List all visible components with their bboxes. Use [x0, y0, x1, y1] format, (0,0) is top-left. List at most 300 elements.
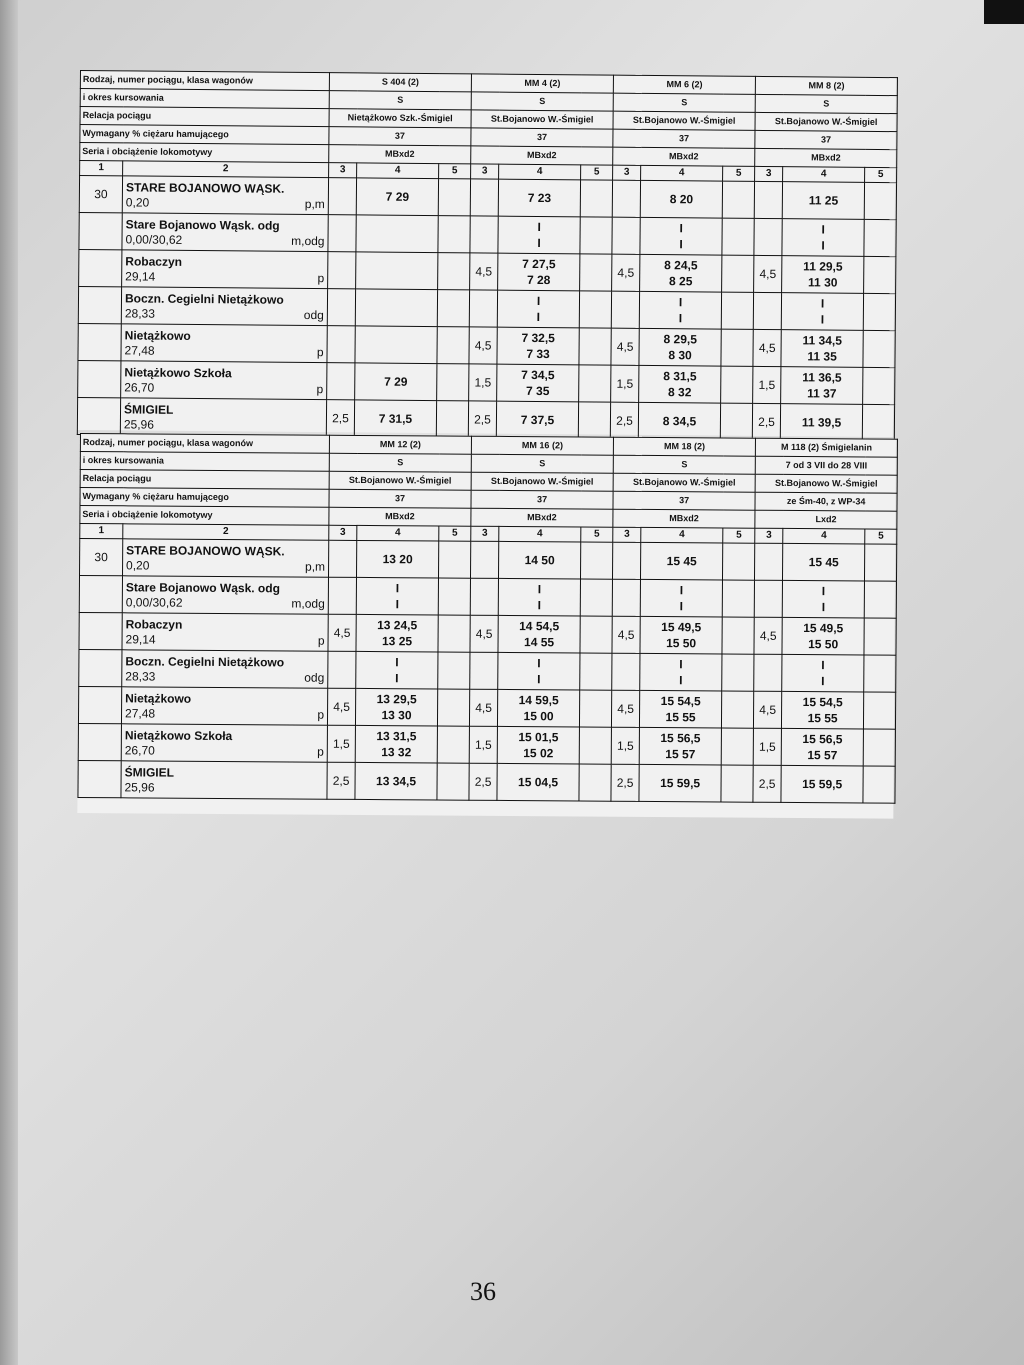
train-header-cell: MM 4 (2)	[471, 74, 613, 93]
time-cell	[497, 726, 579, 764]
station-km: 0,00/30,62	[125, 231, 183, 247]
station-cell	[122, 613, 328, 651]
arrival-time: I	[821, 600, 826, 615]
arrival-time: 14 50	[524, 553, 555, 568]
arrival-time: 15 57	[665, 747, 696, 762]
table-row	[79, 649, 896, 692]
arrival-time	[358, 344, 435, 345]
train-header-cell: St.Bojanowo W.-Śmigiel	[755, 112, 897, 131]
train-header-cell: 37	[329, 489, 471, 508]
train-header-cell: M 118 (2) Śmigielanin	[755, 438, 897, 457]
arrival-time: I	[536, 309, 541, 325]
stop-cell	[437, 726, 469, 763]
time-cell	[356, 577, 438, 615]
stop-cell	[579, 764, 611, 801]
arrival-time: 11 25	[808, 193, 839, 208]
line-km	[79, 612, 122, 649]
stop-cell	[722, 181, 754, 218]
train-header-cell: 37	[613, 129, 755, 148]
arrival-time: 7 29	[384, 374, 408, 389]
departure-time: 7 27,5	[522, 256, 556, 272]
col-number: 2	[123, 524, 329, 540]
time-cell	[782, 219, 864, 257]
time-cell	[497, 364, 579, 402]
stop-cell	[864, 219, 896, 256]
time-cell	[781, 728, 863, 766]
stop-cell	[721, 292, 753, 329]
table-row	[79, 576, 896, 619]
run-time-cell	[471, 541, 499, 578]
run-time-cell	[470, 179, 498, 216]
station-km: 28,33	[125, 668, 156, 684]
run-time-cell: 2,5	[468, 401, 496, 438]
train-header-cell: MBxd2	[471, 146, 613, 165]
line-km	[78, 723, 121, 760]
run-time-cell: 1,5	[611, 727, 639, 764]
departure-time: I	[821, 584, 826, 599]
station-cell	[121, 361, 327, 400]
run-time-cell	[327, 326, 355, 363]
departure-time: I	[679, 221, 683, 236]
run-time-cell: 4,5	[754, 255, 782, 292]
run-time-cell	[328, 540, 356, 577]
departure-time: 8 24,5	[664, 258, 698, 273]
stop-cell	[722, 218, 754, 255]
departure-time: 15 01,5	[518, 730, 559, 745]
header-label: Wymagany % ciężaru hamującego	[80, 488, 329, 508]
time-cell	[780, 404, 862, 442]
station-type: p,m	[304, 196, 325, 211]
train-header-cell: St.Bojanowo W.-Śmigiel	[329, 471, 471, 490]
run-time-cell	[470, 652, 498, 689]
train-header-cell: MM 18 (2)	[613, 437, 755, 456]
table-row	[78, 760, 895, 803]
station-type: p,m	[305, 559, 326, 574]
time-cell	[497, 689, 579, 727]
time-cell	[639, 291, 721, 329]
arrival-time: I	[820, 312, 825, 327]
train-header-cell: MBxd2	[329, 507, 471, 526]
time-cell	[639, 727, 721, 765]
col-number: 4	[641, 527, 723, 543]
train-header-cell: 7 od 3 VII do 28 VIII	[755, 456, 897, 475]
departure-time: 8 31,5	[663, 369, 697, 384]
col-number: 5	[439, 526, 471, 541]
stop-cell	[437, 290, 469, 327]
train-header-cell: S	[471, 92, 613, 111]
time-cell	[499, 541, 581, 579]
timetable-block-2	[77, 433, 896, 819]
run-time-cell: 1,5	[327, 725, 355, 762]
stop-cell	[864, 256, 896, 293]
col-number: 3	[613, 527, 641, 542]
arrival-time: I	[679, 673, 683, 688]
arrival-time: I	[679, 599, 684, 614]
col-number: 3	[329, 163, 357, 178]
time-cell	[782, 691, 864, 729]
train-header-cell: MBxd2	[613, 147, 755, 166]
col-number: 4	[499, 526, 581, 542]
stop-cell	[722, 617, 754, 654]
col-number: 4	[641, 165, 723, 181]
departure-time: 15 54,5	[802, 695, 843, 710]
departure-time	[358, 344, 435, 345]
run-time-cell: 4,5	[470, 615, 498, 652]
stop-cell	[438, 652, 470, 689]
arrival-time: 15 02	[523, 746, 554, 761]
train-header-cell: S	[329, 91, 471, 110]
departure-time	[358, 307, 435, 308]
arrival-time: 8 30	[668, 348, 692, 363]
station-km: 28,33	[124, 305, 155, 321]
run-time-cell	[470, 578, 498, 615]
time-cell	[781, 765, 863, 803]
departure-time: 7 37,5	[520, 412, 555, 428]
departure-time: 7 32,5	[521, 330, 555, 346]
run-time-cell: 1,5	[753, 366, 781, 403]
line-km	[78, 323, 121, 360]
stop-cell	[722, 580, 754, 617]
station-cell	[122, 650, 328, 688]
col-number: 4	[499, 164, 581, 180]
stop-cell	[579, 690, 611, 727]
departure-time: 13 29,5	[376, 692, 417, 707]
time-cell	[355, 326, 437, 364]
train-header-cell: MM 8 (2)	[755, 76, 897, 95]
station-cell	[121, 687, 327, 725]
departure-time: I	[537, 219, 541, 235]
departure-time: 15 56,5	[660, 731, 701, 746]
line-km	[79, 576, 122, 613]
departure-time: I	[820, 296, 825, 311]
train-header-cell: MM 6 (2)	[613, 75, 755, 94]
col-number: 5	[865, 167, 897, 182]
departure-time: 13 34,5	[375, 774, 417, 789]
run-time-cell: 4,5	[754, 617, 782, 654]
station-cell	[123, 539, 329, 577]
run-time-cell: 4,5	[612, 254, 640, 291]
arrival-time: I	[537, 672, 541, 687]
station-km: 26,70	[124, 379, 155, 395]
stop-cell	[863, 330, 895, 367]
col-number: 5	[723, 166, 755, 181]
time-cell	[782, 256, 864, 294]
station-name: Nietążkowo Szkoła	[124, 364, 232, 380]
run-time-cell	[328, 215, 356, 252]
col-number: 3	[329, 525, 357, 540]
col-number: 4	[783, 528, 865, 544]
stop-cell	[579, 365, 611, 402]
line-km	[77, 397, 120, 434]
arrival-time: I	[678, 311, 683, 326]
departure-time: I	[821, 222, 825, 237]
time-cell	[498, 615, 580, 653]
arrival-time: 15 00	[523, 709, 554, 724]
station-cell	[121, 724, 327, 762]
station-name: STARE BOJANOWO WĄSK.	[126, 542, 285, 558]
departure-time: 11 36,5	[802, 370, 842, 385]
train-header-cell: Lxd2	[755, 510, 897, 529]
departure-time: 11 29,5	[803, 259, 843, 274]
table-row	[79, 612, 896, 655]
stop-cell	[721, 329, 753, 366]
arrival-time: 15 50	[808, 637, 839, 652]
stop-cell	[864, 581, 896, 618]
time-cell	[355, 688, 437, 726]
train-header-cell: St.Bojanowo W.-Śmigiel	[471, 110, 613, 129]
time-cell	[498, 253, 580, 291]
arrival-time: I	[537, 598, 542, 613]
page-edge	[0, 0, 18, 1365]
station-type: p	[317, 633, 325, 648]
time-cell	[356, 215, 438, 253]
col-number: 5	[439, 164, 471, 179]
station-km: 25,96	[124, 779, 155, 795]
train-header-cell: 37	[613, 491, 755, 510]
header-label: Relacja pociągu	[80, 107, 329, 127]
line-km: 30	[80, 539, 123, 576]
station-km: 0,20	[126, 557, 150, 572]
run-time-cell	[470, 216, 498, 253]
col-number: 4	[357, 525, 439, 541]
arrival-time: 7 23	[527, 190, 552, 206]
stop-cell	[720, 403, 752, 440]
stop-cell	[580, 180, 612, 217]
departure-time: I	[679, 657, 683, 672]
time-cell	[639, 328, 721, 366]
stop-cell	[723, 543, 755, 580]
train-header-cell: S	[613, 455, 755, 474]
departure-time: 14 54,5	[519, 619, 560, 634]
departure-time: 15 49,5	[661, 620, 702, 635]
time-cell	[781, 367, 863, 405]
arrival-time: 15 45	[666, 554, 697, 569]
time-cell	[356, 651, 438, 689]
line-km	[79, 649, 122, 686]
run-time-cell	[611, 291, 639, 328]
stop-cell	[721, 366, 753, 403]
line-km	[79, 249, 122, 286]
stop-cell	[578, 402, 610, 439]
run-time-cell: 4,5	[470, 253, 498, 290]
station-type: m,odg	[291, 233, 325, 248]
station-km: 29,14	[125, 631, 156, 647]
stop-cell	[865, 544, 897, 581]
time-cell	[639, 764, 721, 802]
table-row	[78, 686, 895, 729]
station-type: p	[317, 707, 325, 722]
run-time-cell: 1,5	[469, 726, 497, 763]
stop-cell	[437, 689, 469, 726]
col-number: 3	[613, 165, 641, 180]
run-time-cell	[327, 289, 355, 326]
run-time-cell: 2,5	[752, 403, 780, 440]
time-cell	[639, 365, 721, 403]
stop-cell	[580, 579, 612, 616]
col-number: 5	[865, 529, 897, 544]
arrival-time: I	[395, 597, 400, 612]
station-name: STARE BOJANOWO WĄSK.	[125, 179, 285, 196]
stop-cell	[579, 727, 611, 764]
scan-corner	[984, 0, 1024, 24]
col-number: 3	[755, 528, 783, 543]
arrival-time: 7 28	[526, 272, 551, 288]
station-cell	[120, 398, 326, 437]
stop-cell	[580, 653, 612, 690]
stop-cell	[580, 616, 612, 653]
arrival-time: 15 57	[807, 748, 838, 763]
arrival-time: 15 50	[666, 636, 697, 651]
run-time-cell	[612, 180, 640, 217]
station-km: 0,00/30,62	[125, 594, 183, 610]
time-cell	[354, 400, 436, 438]
time-cell	[782, 580, 864, 618]
train-header-cell: MBxd2	[329, 145, 471, 164]
station-km: 29,14	[125, 268, 156, 284]
arrival-time: 15 55	[807, 711, 838, 726]
stop-cell	[722, 691, 754, 728]
stop-cell	[864, 692, 896, 729]
station-km: 25,96	[123, 416, 155, 432]
time-cell	[782, 182, 864, 220]
header-label: i okres kursowania	[80, 452, 329, 472]
station-type: p	[317, 744, 324, 759]
run-time-cell: 2,5	[326, 400, 354, 437]
line-km: 30	[79, 176, 122, 213]
station-cell	[122, 176, 328, 215]
col-number: 1	[80, 161, 123, 176]
time-cell	[781, 293, 863, 331]
train-header-cell: ze Śm-40, z WP-34	[755, 492, 897, 511]
time-cell	[781, 330, 863, 368]
station-km: 27,48	[124, 705, 156, 721]
run-time-cell	[754, 654, 782, 691]
line-km	[78, 286, 121, 323]
station-km: 26,70	[124, 742, 155, 758]
run-time-cell: 1,5	[611, 365, 639, 402]
col-number: 5	[723, 528, 755, 543]
run-time-cell	[327, 363, 355, 400]
arrival-time: I	[679, 237, 683, 252]
station-name: ŚMIGIEL	[123, 401, 174, 417]
col-number: 2	[123, 161, 329, 178]
run-time-cell	[612, 653, 640, 690]
run-time-cell	[754, 580, 782, 617]
arrival-time: I	[395, 671, 399, 686]
departure-time: I	[537, 582, 542, 597]
line-km	[79, 212, 122, 249]
stop-cell	[722, 654, 754, 691]
train-header-cell: Nietążkowo Szk.-Śmigiel	[329, 109, 471, 128]
time-cell	[640, 217, 722, 255]
train-header-cell: 37	[471, 490, 613, 509]
train-header-cell: MM 16 (2)	[471, 436, 613, 455]
departure-time: 15 04,5	[518, 775, 559, 790]
departure-time: I	[821, 658, 825, 673]
stop-cell	[863, 729, 895, 766]
arrival-time: 13 30	[381, 708, 412, 723]
run-time-cell	[328, 577, 356, 614]
run-time-cell: 4,5	[754, 691, 782, 728]
run-time-cell: 4,5	[753, 329, 781, 366]
train-header-cell: MBxd2	[471, 508, 613, 527]
col-number: 4	[357, 163, 439, 179]
time-cell	[355, 725, 437, 763]
time-cell	[638, 402, 720, 440]
departure-time: I	[537, 656, 541, 671]
arrival-time	[358, 307, 435, 308]
header-label: Wymagany % ciężaru hamującego	[80, 125, 329, 145]
time-cell	[356, 178, 438, 216]
col-number: 5	[581, 165, 613, 180]
time-cell	[356, 252, 438, 290]
stop-cell	[437, 327, 469, 364]
run-time-cell	[753, 292, 781, 329]
train-header-cell: MM 12 (2)	[329, 435, 471, 454]
arrival-time: 13 20	[382, 552, 413, 567]
table-row	[80, 539, 897, 582]
train-header-cell: 37	[755, 130, 897, 149]
stop-cell	[721, 728, 753, 765]
departure-time: I	[536, 293, 541, 309]
station-type: p	[316, 381, 324, 396]
time-cell	[640, 616, 722, 654]
station-cell	[122, 576, 328, 614]
col-number: 3	[471, 526, 499, 541]
station-name: ŚMIGIEL	[124, 764, 175, 780]
stop-cell	[721, 765, 753, 802]
train-header-cell: 37	[329, 127, 471, 146]
run-time-cell: 2,5	[611, 764, 639, 801]
stop-cell	[863, 367, 895, 404]
stop-cell	[864, 182, 896, 219]
run-time-cell	[755, 543, 783, 580]
arrival-time: I	[537, 235, 541, 251]
time-cell	[356, 614, 438, 652]
train-header-cell: S	[471, 454, 613, 473]
station-name: Boczn. Cegielni Nietążkowo	[124, 290, 284, 307]
stop-cell	[438, 253, 470, 290]
header-label: Rodzaj, numer pociągu, klasa wagonów	[80, 434, 329, 454]
time-cell	[356, 540, 438, 578]
table-row	[78, 723, 895, 766]
header-label: i okres kursowania	[80, 89, 329, 109]
station-name: Nietążkowo Szkoła	[124, 727, 233, 743]
departure-time: I	[679, 583, 684, 598]
stop-cell	[863, 293, 895, 330]
time-cell	[355, 762, 437, 800]
departure-time: 15 49,5	[803, 621, 844, 636]
station-name: Boczn. Cegielni Nietążkowo	[125, 653, 285, 669]
header-label: Rodzaj, numer pociągu, klasa wagonów	[80, 71, 329, 91]
stop-cell	[581, 542, 613, 579]
stop-cell	[436, 401, 468, 438]
station-type: m,odg	[291, 595, 325, 611]
run-time-cell: 4,5	[611, 328, 639, 365]
stop-cell	[579, 291, 611, 328]
run-time-cell	[328, 651, 356, 688]
arrival-time: 7 35	[525, 383, 550, 399]
col-number: 3	[755, 166, 783, 181]
train-header-cell: 37	[471, 128, 613, 147]
station-cell	[121, 761, 327, 799]
departure-time: 8 29,5	[663, 332, 697, 347]
stop-cell	[438, 216, 470, 253]
line-km	[78, 686, 121, 723]
run-time-cell: 2,5	[610, 402, 638, 439]
departure-time: 7 31,5	[378, 411, 413, 426]
stop-cell	[862, 404, 894, 441]
